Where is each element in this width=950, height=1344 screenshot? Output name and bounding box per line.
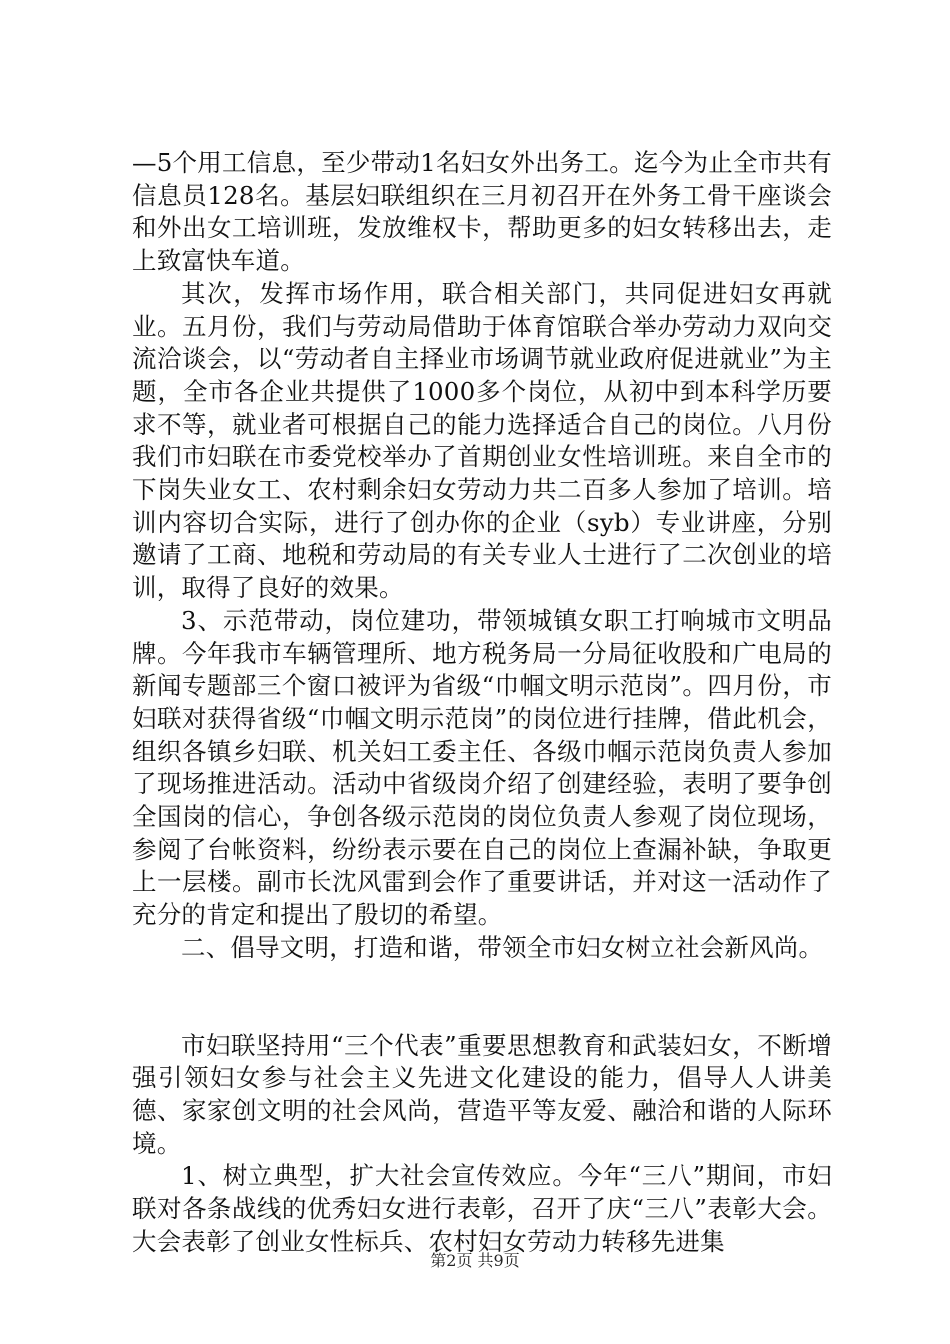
paragraph-three-represents: 市妇联坚持用“三个代表”重要思想教育和武装妇女，不断增强引领妇女参与社会主义先进文化建设的能力，倡导人人讲美德、家家创文明的社会风尚，营造平等友爱、融洽和谐的人际环境。 [132,1030,832,1158]
page-footer: 第2页 共9页 [430,1251,520,1270]
paragraph-continuation: —5个用工信息，至少带动1名妇女外出务工。迄今为止全市共有信息员128名。基层妇联组织在三月初召开在外务工骨干座谈会和外出女工培训班，发放维权卡，帮助更多的妇女转移出去，走上致富快车道。 [132,148,832,276]
section-heading-civilization: 二、倡导文明，打造和谐，带领全市妇女树立社会新风尚。 [181,932,824,962]
blank-line [132,965,832,1030]
document-body [132,147,832,1259]
paragraph-demonstration: 3、示范带动，岗位建功，带领城镇女职工打响城市文明品牌。今年我市车辆管理所、地方税务局一分局征收股和广电局的新闻专题部三个窗口被评为省级“巾帼文明示范岗”。四月份，市妇联对获得省级“巾帼文明示范岗”的岗位进行挂牌，借此机会，组织各镇乡妇联、机关妇工委主任、各级巾帼示范岗负责人参加了现场推进活动。活动中省级岗介绍了创建经验，表明了要争创全国岗的信心，争创各级示范岗的岗位负责人参观了岗位现场，参阅了台帐资料，纷纷表示要在自己的岗位上查漏补缺，争取更上一层楼。副市长沈风雷到会作了重要讲话，并对这一活动作了充分的肯定和提出了殷切的希望。 [132,605,832,930]
paragraph-typical-models: 1、树立典型，扩大社会宣传效应。今年“三八”期间，市妇联对各条战线的优秀妇女进行表彰，召开了庆“三八”表彰大会。大会表彰了创业女性标兵、农村妇女劳动力转移先进集 [132,1161,832,1256]
paragraph-reemployment: 其次，发挥市场作用，联合相关部门，共同促进妇女再就业。五月份，我们与劳动局借助于体育馆联合举办劳动力双向交流洽谈会，以“劳动者自主择业市场调节就业政府促进就业”为主题，全市各企业共提供了1000多个岗位，从初中到本科学历要求不等，就业者可根据自己的能力选择适合自己的岗位。八月份我们市妇联在市委党校举办了首期创业女性培训班。来自全市的下岗失业女工、农村剩余妇女劳动力共二百多人参加了培训。培训内容切合实际，进行了创办你的企业（syb）专业讲座，分别邀请了工商、地税和劳动局的有关专业人士进行了二次创业的培训，取得了良好的效果。 [132,278,832,603]
